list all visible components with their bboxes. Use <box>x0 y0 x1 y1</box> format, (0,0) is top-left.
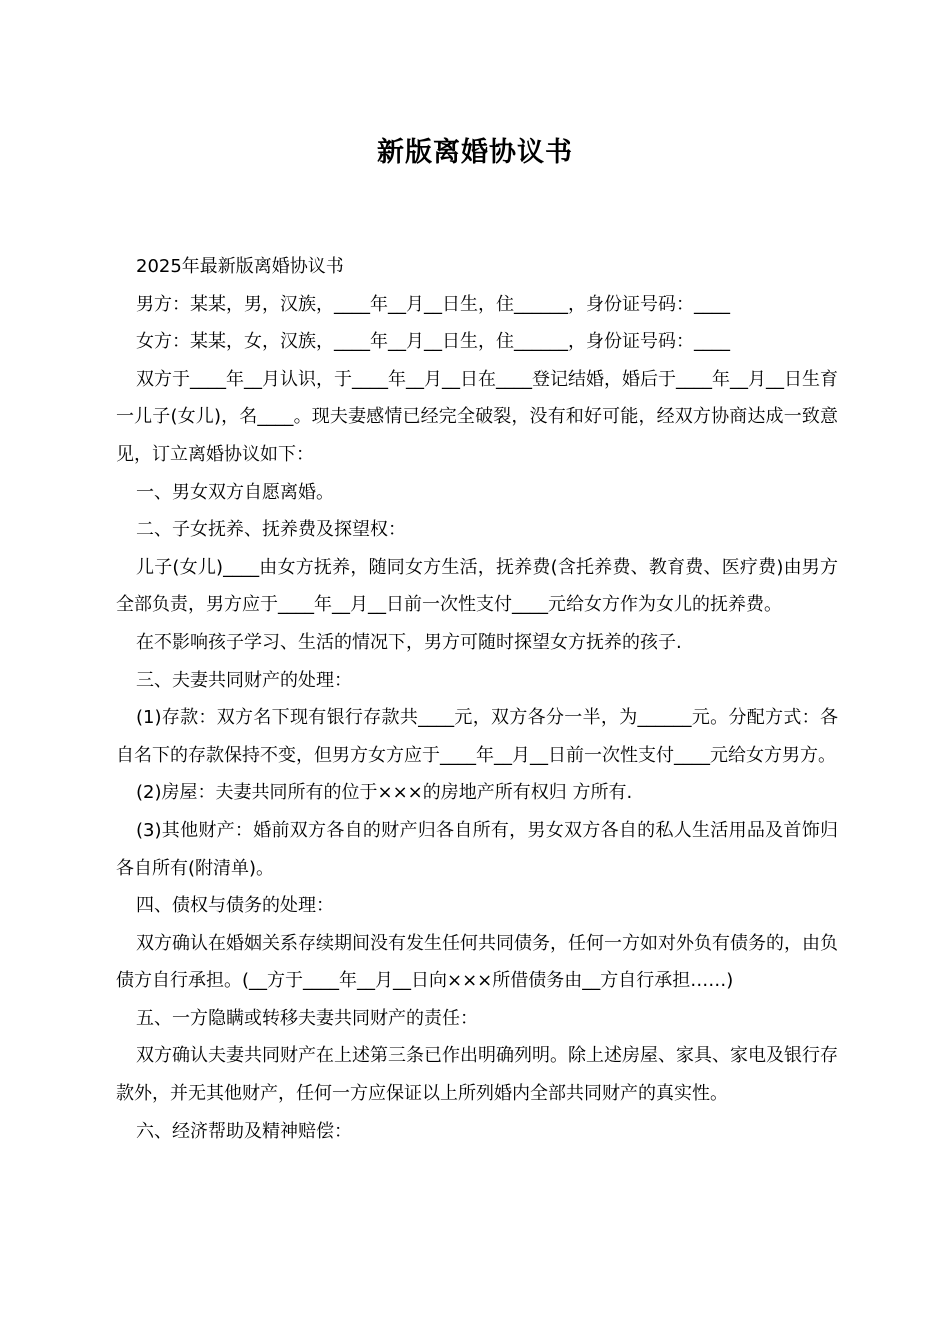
paragraph-visitation: 在不影响孩子学习、生活的情况下，男方可随时探望女方抚养的孩子. <box>136 631 682 653</box>
paragraph-child-support: 儿子(女儿)____由女方抚养，随同女方生活，抚养费(含托养费、教育费、医疗费)由男方全部负责，男方应于____年__月__日前一次性支付____元给女方作为女儿的抚养费。 <box>116 556 838 616</box>
paragraph-debts: 双方确认在婚姻关系存续期间没有发生任何共同债务，任何一方如对外负有债务的，由负债方自行承担。(__方于____年__月__日向×××所借债务由__方自行承担……) <box>116 932 838 992</box>
section-heading-3: 三、夫妻共同财产的处理： <box>136 669 352 691</box>
section-heading-4: 四、债权与债务的处理： <box>136 895 334 917</box>
document-title: 新版离婚协议书 <box>377 137 573 168</box>
paragraph-subtitle: 2025年最新版离婚协议书 <box>136 256 344 277</box>
section-heading-6: 六、经济帮助及精神赔偿： <box>136 1120 352 1142</box>
paragraph-male-party: 男方：某某，男，汉族，____年__月__日生，住______，身份证号码：____ <box>136 293 730 315</box>
paragraph-other-property: (3)其他财产：婚前双方各自的财产归各自所有，男女双方各自的私人生活用品及首饰归各自所有(附清单)。 <box>116 819 838 879</box>
paragraph-house: (2)房屋：夫妻共同所有的位于×××的房地产所有权归 方所有. <box>136 782 633 804</box>
paragraph-deposits: (1)存款：双方名下现有银行存款共____元，双方各分一半，为______元。分配方式：各自名下的存款保持不变，但男方女方应于____年__月__日前一次性支付____元给女方男方。 <box>116 707 838 766</box>
section-heading-2: 二、子女抚养、抚养费及探望权： <box>136 519 406 541</box>
paragraph-preamble: 双方于____年__月认识，于____年__月__日在____登记结婚，婚后于____年__月__日生育一儿子(女儿)，名____。现夫妻感情已经完全破裂，没有和好可能，经双方协商达成一致意见，订立离婚协议如下： <box>116 368 838 465</box>
section-heading-1: 一、男女双方自愿离婚。 <box>136 481 334 503</box>
paragraph-property-disclosure: 双方确认夫妻共同财产在上述第三条已作出明确列明。除上述房屋、家具、家电及银行存款外，并无其他财产，任何一方应保证以上所列婚内全部共同财产的真实性。 <box>116 1045 838 1105</box>
section-heading-5: 五、一方隐瞒或转移夫妻共同财产的责任： <box>136 1007 478 1029</box>
document-body <box>116 248 838 1150</box>
paragraph-female-party: 女方：某某，女，汉族，____年__月__日生，住______，身份证号码：____ <box>136 331 730 353</box>
